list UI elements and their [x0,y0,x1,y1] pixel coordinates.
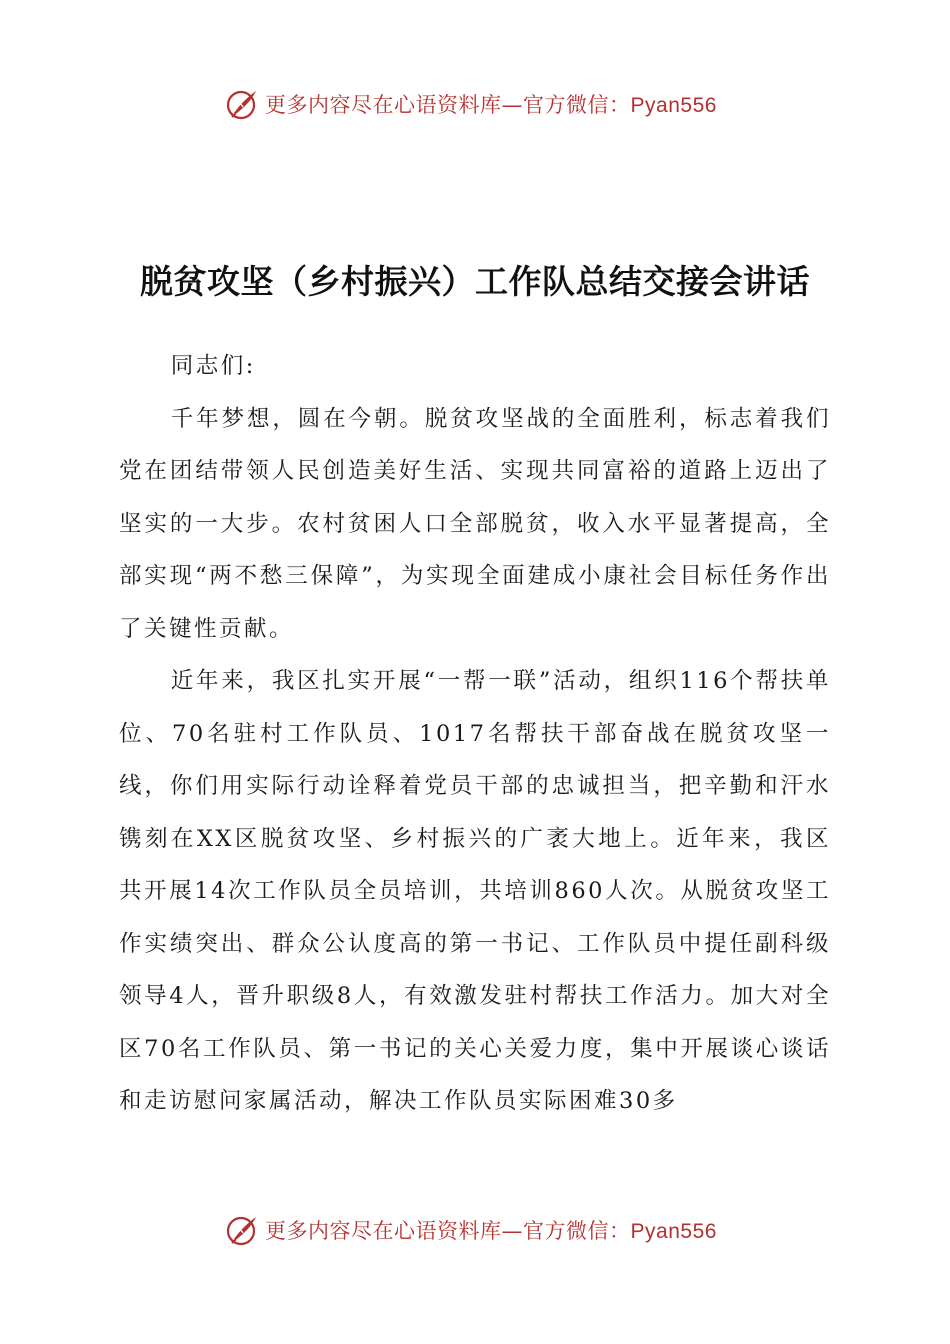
greeting: 同志们: [170,353,256,379]
quill-logo-icon [225,86,261,122]
footer-banner [0,1210,950,1250]
document-body [119,340,831,1128]
footer-banner-text: 更多内容尽在心语资料库—官方微信：Pyan556 [265,1219,717,1243]
header-banner [0,84,950,124]
page-title: 脱贫攻坚（乡村振兴）工作队总结交接会讲话 [140,262,810,301]
paragraph-1: 千年梦想，圆在今朝。脱贫攻坚战的全面胜利，标志着我们党在团结带领人民创造美好生活、实现共同富裕的道路上迈出了坚实的一大步。农村贫困人口全部脱贫，收入水平显著提高，全部实现“两不愁三保障”，为实现全面建成小康社会目标任务作出了关键性贡献。 [119,405,831,642]
paragraph-2: 近年来，我区扎实开展“一帮一联”活动，组织116个帮扶单位、70名驻村工作队员、1017名帮扶干部奋战在脱贫攻坚一线，你们用实际行动诠释着党员干部的忠诚担当，把辛勤和汗水镌刻在XX区脱贫攻坚、乡村振兴的广袤大地上。近年来，我区共开展14次工作队员全员培训，共培训860人次。从脱贫攻坚工作实绩突出、群众公认度高的第一书记、工作队员中提任副科级领导4人，晋升职级8人，有效激发驻村帮扶工作活力。加大对全区70名工作队员、第一书记的关心关爱力度，集中开展谈心谈话和走访慰问家属活动，解决工作队员实际困难30多 [119,668,831,1114]
header-banner-text: 更多内容尽在心语资料库—官方微信：Pyan556 [265,93,717,117]
header-wechat-id: Pyan556 [630,94,717,117]
quill-logo-icon [225,1212,261,1248]
footer-wechat-id: Pyan556 [630,1220,717,1243]
